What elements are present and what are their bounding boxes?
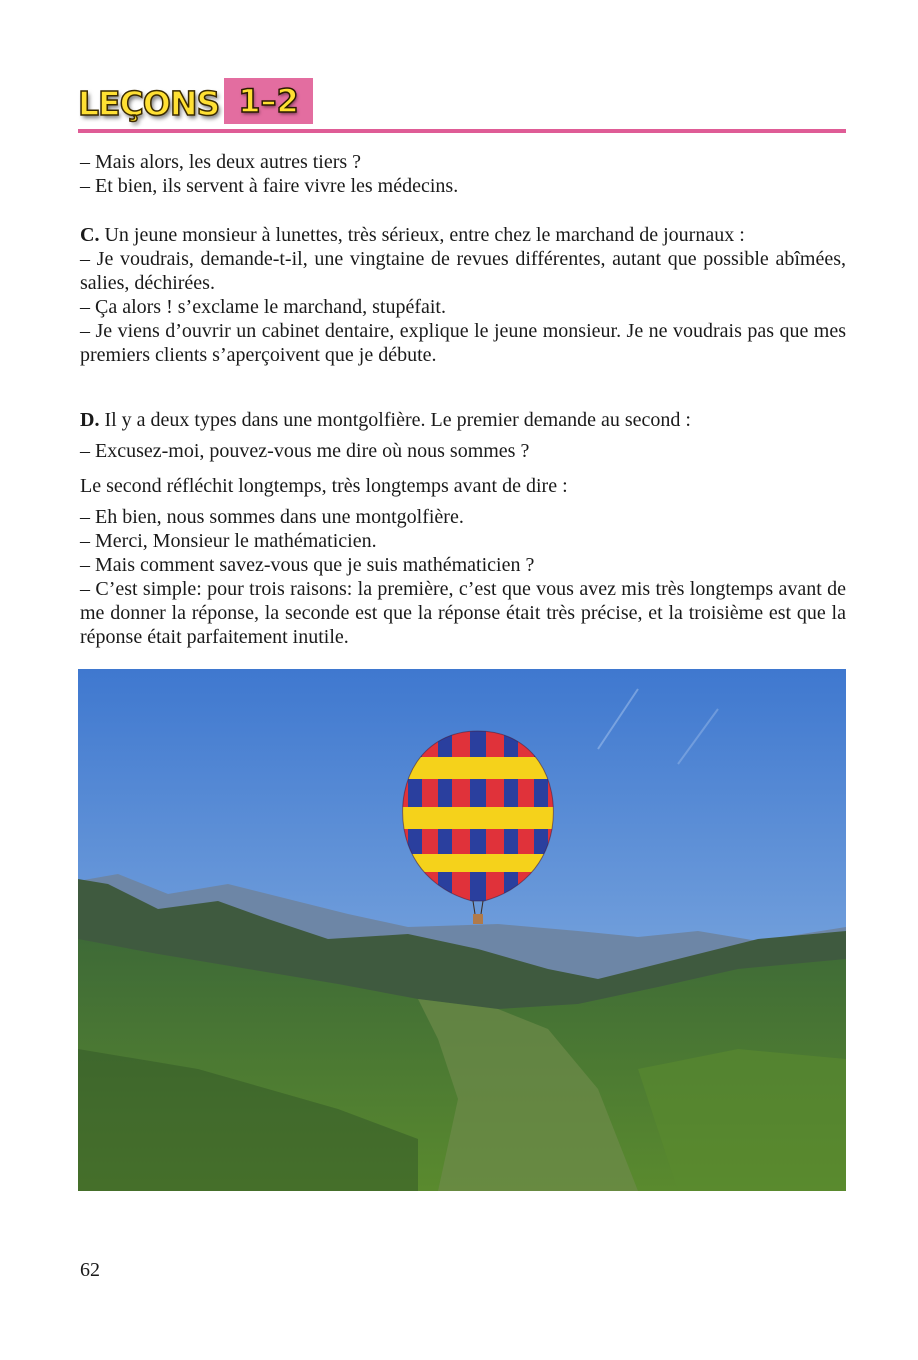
dialogue-line: – Ça alors ! s’exclame le marchand, stupéfait.	[80, 296, 446, 318]
header-divider	[78, 129, 846, 133]
section-c-label: C.	[80, 224, 100, 246]
section-c-intro	[80, 223, 846, 247]
balloon-photo	[78, 669, 846, 1191]
narration-line: Le second réfléchit longtemps, très longtemps avant de dire :	[80, 475, 568, 497]
dialogue-line: – C’est simple: pour trois raisons: la première, c’est que vous avez mis très longtemps avant de me donner la réponse, la seconde est que la réponse était très précise, et la troisième est que la réponse était parfaitement inutile.	[80, 578, 846, 648]
dialogue-line: – Mais comment savez-vous que je suis mathématicien ?	[80, 554, 535, 576]
dialogue-line: – Je voudrais, demande-t-il, une vingtaine de revues différentes, autant que possible abîmées, salies, déchirées.	[80, 248, 846, 294]
dialogue-line: – Je viens d’ouvrir un cabinet dentaire, explique le jeune monsieur. Je ne voudrais pas que mes premiers clients s’aperçoivent que je débute.	[80, 320, 846, 366]
page-number: 62	[80, 1259, 100, 1281]
section-c-intro-text: Un jeune monsieur à lunettes, très sérieux, entre chez le marchand de journaux :	[104, 224, 745, 246]
dialogue-line: – Merci, Monsieur le mathématicien.	[80, 530, 377, 552]
section-b-ending	[80, 150, 846, 198]
dialogue-line: – Excusez-moi, pouvez-vous me dire où nous sommes ?	[80, 440, 530, 462]
section-c	[80, 223, 846, 367]
lesson-number: 1–2	[238, 82, 299, 120]
dialogue-line: – Eh bien, nous sommes dans une montgolfière.	[80, 506, 464, 528]
dialogue-line: – Et bien, ils servent à faire vivre les médecins.	[80, 175, 459, 197]
balloon-basket	[473, 914, 483, 924]
section-d-intro	[80, 408, 846, 432]
section-d	[80, 408, 846, 649]
dialogue-line: – Mais alors, les deux autres tiers ?	[80, 151, 362, 173]
lesson-header	[78, 78, 846, 134]
section-d-label: D.	[80, 409, 100, 431]
lessons-title: LEÇONS	[78, 84, 220, 123]
lesson-number-badge	[224, 78, 313, 124]
balloon-photo-illustration	[78, 669, 846, 1191]
section-d-intro-text: Il y a deux types dans une montgolfière. Le premier demande au second :	[104, 409, 691, 431]
